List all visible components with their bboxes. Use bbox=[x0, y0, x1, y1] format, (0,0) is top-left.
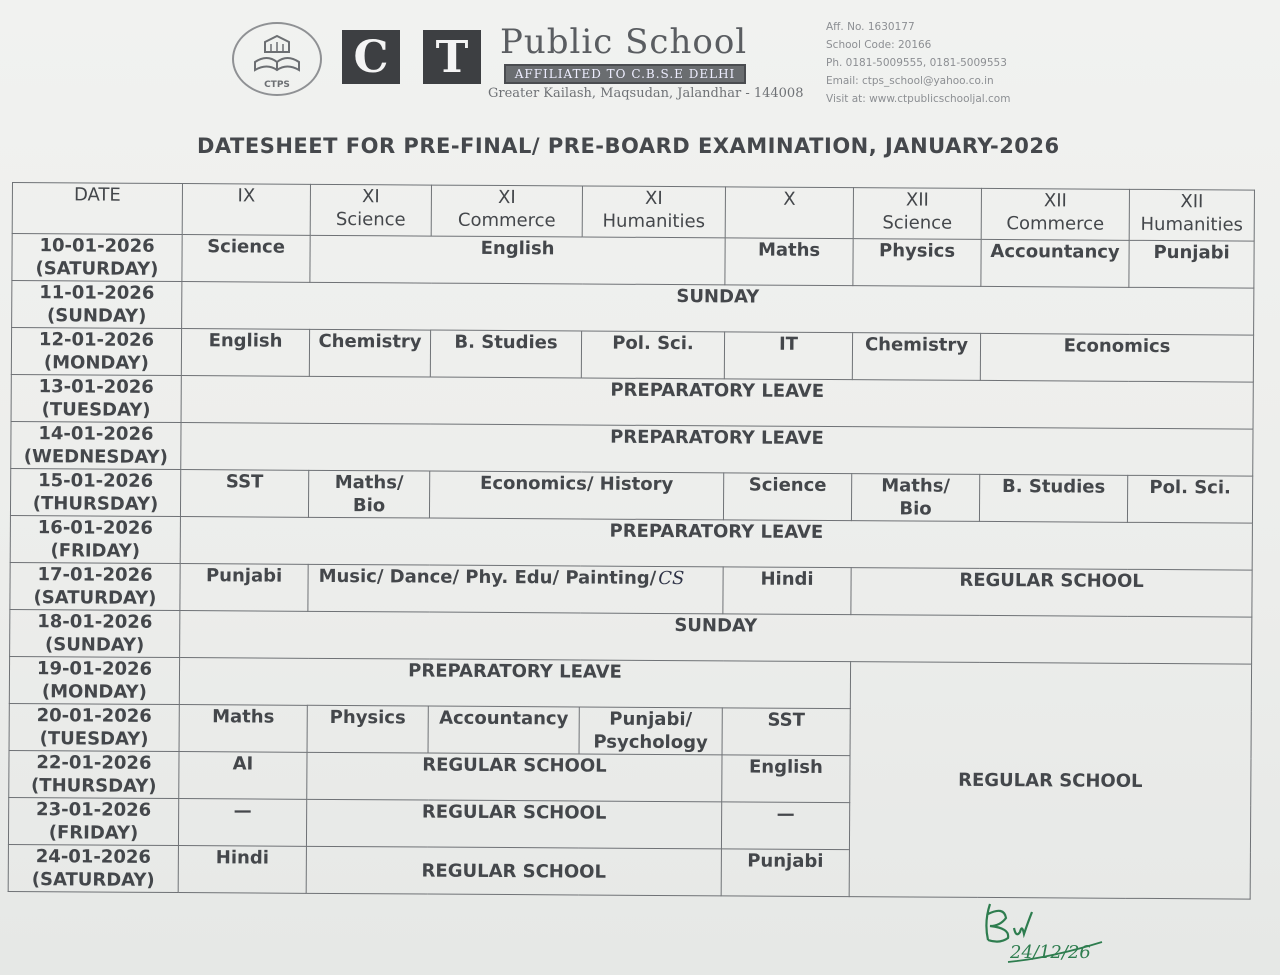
table-row bbox=[10, 562, 1252, 617]
affiliation-banner: AFFILIATED TO C.B.S.E DELHI bbox=[504, 64, 746, 84]
table-row bbox=[12, 234, 1254, 289]
open-book-icon bbox=[247, 34, 307, 84]
exam-cell: Music/ Dance/ Phy. Edu/ Painting/ CS bbox=[308, 564, 723, 614]
date-cell: 19-01-2026 (MONDAY) bbox=[9, 656, 179, 704]
datesheet-title: DATESHEET FOR PRE-FINAL/ PRE-BOARD EXAMINATION, JANUARY-2026 bbox=[197, 134, 1060, 158]
aff-number: Aff. No. 1630177 bbox=[826, 21, 915, 33]
exam-cell: Pol. Sci. bbox=[1127, 475, 1252, 523]
date-cell: 11-01-2026 (SUNDAY) bbox=[12, 281, 182, 329]
school-code: School Code: 20166 bbox=[826, 39, 932, 51]
handwritten-note: CS bbox=[658, 567, 685, 590]
exam-cell: IT bbox=[724, 332, 852, 380]
col-x: X bbox=[725, 187, 853, 239]
exam-cell: Pol. Sci. bbox=[581, 331, 724, 379]
datesheet-table bbox=[8, 182, 1255, 900]
header-row bbox=[12, 183, 1254, 242]
contact-info bbox=[826, 18, 1010, 108]
col-xi-science: XI Science bbox=[310, 184, 431, 236]
date-cell: 13-01-2026 (TUESDAY) bbox=[11, 374, 181, 422]
regular-school-cell: REGULAR SCHOOL bbox=[851, 568, 1252, 617]
logo-letter-c: C bbox=[342, 30, 400, 84]
date-cell: 15-01-2026 (THURSDAY) bbox=[10, 468, 180, 516]
exam-cell: English bbox=[181, 329, 309, 377]
table-row bbox=[11, 328, 1253, 383]
exam-cell: B. Studies bbox=[430, 330, 581, 378]
exam-cell: Maths bbox=[725, 238, 853, 286]
exam-cell: Punjabi/ Psychology bbox=[579, 707, 722, 755]
school-address: Greater Kailash, Maqsudan, Jalandhar - 144008 bbox=[488, 86, 804, 101]
exam-cell: Maths/ Bio bbox=[851, 474, 979, 522]
exam-cell: Punjabi bbox=[180, 564, 308, 612]
exam-cell: Maths bbox=[179, 705, 307, 753]
col-ix: IX bbox=[182, 184, 310, 236]
exam-cell: — bbox=[721, 802, 849, 850]
col-xii-science: XII Science bbox=[853, 188, 981, 240]
exam-cell: Economics/ History bbox=[429, 471, 723, 520]
date-cell: 17-01-2026 (SATURDAY) bbox=[10, 562, 180, 610]
exam-cell: SST bbox=[180, 470, 308, 518]
exam-cell: Hindi bbox=[723, 567, 851, 615]
date-cell: 22-01-2026 (THURSDAY) bbox=[9, 750, 179, 798]
exam-cell: Accountancy bbox=[428, 706, 579, 754]
table-row bbox=[10, 468, 1252, 523]
date-cell: 20-01-2026 (TUESDAY) bbox=[9, 703, 179, 751]
date-cell: 24-01-2026 (SATURDAY) bbox=[8, 844, 178, 892]
email-address: Email: ctps_school@yahoo.co.in bbox=[826, 75, 994, 87]
leave-cell: PREPARATORY LEAVE bbox=[179, 658, 850, 709]
leave-cell: PREPARATORY LEAVE bbox=[181, 376, 1253, 430]
exam-cell: English bbox=[722, 755, 850, 803]
exam-cell: Chemistry bbox=[852, 333, 980, 381]
exam-cell: Economics bbox=[980, 333, 1253, 382]
table-row bbox=[11, 374, 1253, 429]
seal-text: CTPS bbox=[264, 80, 290, 90]
date-cell: 10-01-2026 (SATURDAY) bbox=[12, 234, 182, 282]
leave-cell: PREPARATORY LEAVE bbox=[181, 423, 1253, 477]
exam-cell: Punjabi bbox=[1129, 240, 1254, 288]
school-name: Public School bbox=[500, 22, 748, 62]
col-date: DATE bbox=[12, 183, 182, 235]
date-cell: 12-01-2026 (MONDAY) bbox=[11, 328, 181, 376]
exam-cell: Physics bbox=[853, 239, 981, 287]
exam-cell: AI bbox=[179, 752, 307, 800]
date-cell: 14-01-2026 (WEDNESDAY) bbox=[11, 421, 181, 469]
holiday-cell: SUNDAY bbox=[180, 611, 1252, 665]
exam-cell: Accountancy bbox=[981, 239, 1129, 287]
regular-school-cell: REGULAR SCHOOL bbox=[849, 662, 1251, 899]
regular-school-cell: REGULAR SCHOOL bbox=[307, 752, 722, 802]
exam-cell: SST bbox=[722, 708, 850, 756]
exam-cell: Science bbox=[182, 235, 310, 283]
date-cell: 23-01-2026 (FRIDAY) bbox=[8, 797, 178, 845]
table-row bbox=[9, 656, 1251, 711]
holiday-cell: SUNDAY bbox=[182, 282, 1254, 336]
table-row bbox=[10, 515, 1252, 570]
exam-cell: Science bbox=[723, 473, 851, 521]
date-cell: 16-01-2026 (FRIDAY) bbox=[10, 515, 180, 563]
exam-cell: — bbox=[178, 799, 306, 847]
signature bbox=[970, 892, 1110, 972]
exam-cell: Hindi bbox=[178, 846, 306, 894]
signature-date: 24/12/26 bbox=[1010, 942, 1091, 963]
website: Visit at: www.ctpublicschooljal.com bbox=[826, 93, 1011, 105]
col-xii-commerce: XII Commerce bbox=[981, 188, 1129, 240]
phone-numbers: Ph. 0181-5009555, 0181-5009553 bbox=[826, 57, 1007, 69]
table-row bbox=[11, 421, 1253, 476]
logo-letter-t: T bbox=[423, 30, 481, 84]
col-xi-humanities: XI Humanities bbox=[582, 186, 725, 238]
exam-cell: B. Studies bbox=[979, 474, 1127, 522]
table-row bbox=[10, 609, 1252, 664]
leave-cell: PREPARATORY LEAVE bbox=[180, 517, 1252, 571]
exam-cell: Maths/ Bio bbox=[308, 470, 429, 518]
col-xii-humanities: XII Humanities bbox=[1129, 189, 1254, 241]
date-cell: 18-01-2026 (SUNDAY) bbox=[10, 609, 180, 657]
table-row bbox=[12, 281, 1254, 336]
exam-cell: Physics bbox=[307, 705, 428, 753]
regular-school-cell: REGULAR SCHOOL bbox=[306, 846, 721, 896]
regular-school-cell: REGULAR SCHOOL bbox=[306, 799, 721, 849]
col-xi-commerce: XI Commerce bbox=[431, 185, 582, 237]
exam-cell: Punjabi bbox=[721, 849, 849, 897]
exam-cell: English bbox=[310, 235, 725, 285]
exam-cell: Chemistry bbox=[309, 329, 430, 377]
school-seal-logo bbox=[232, 22, 322, 96]
